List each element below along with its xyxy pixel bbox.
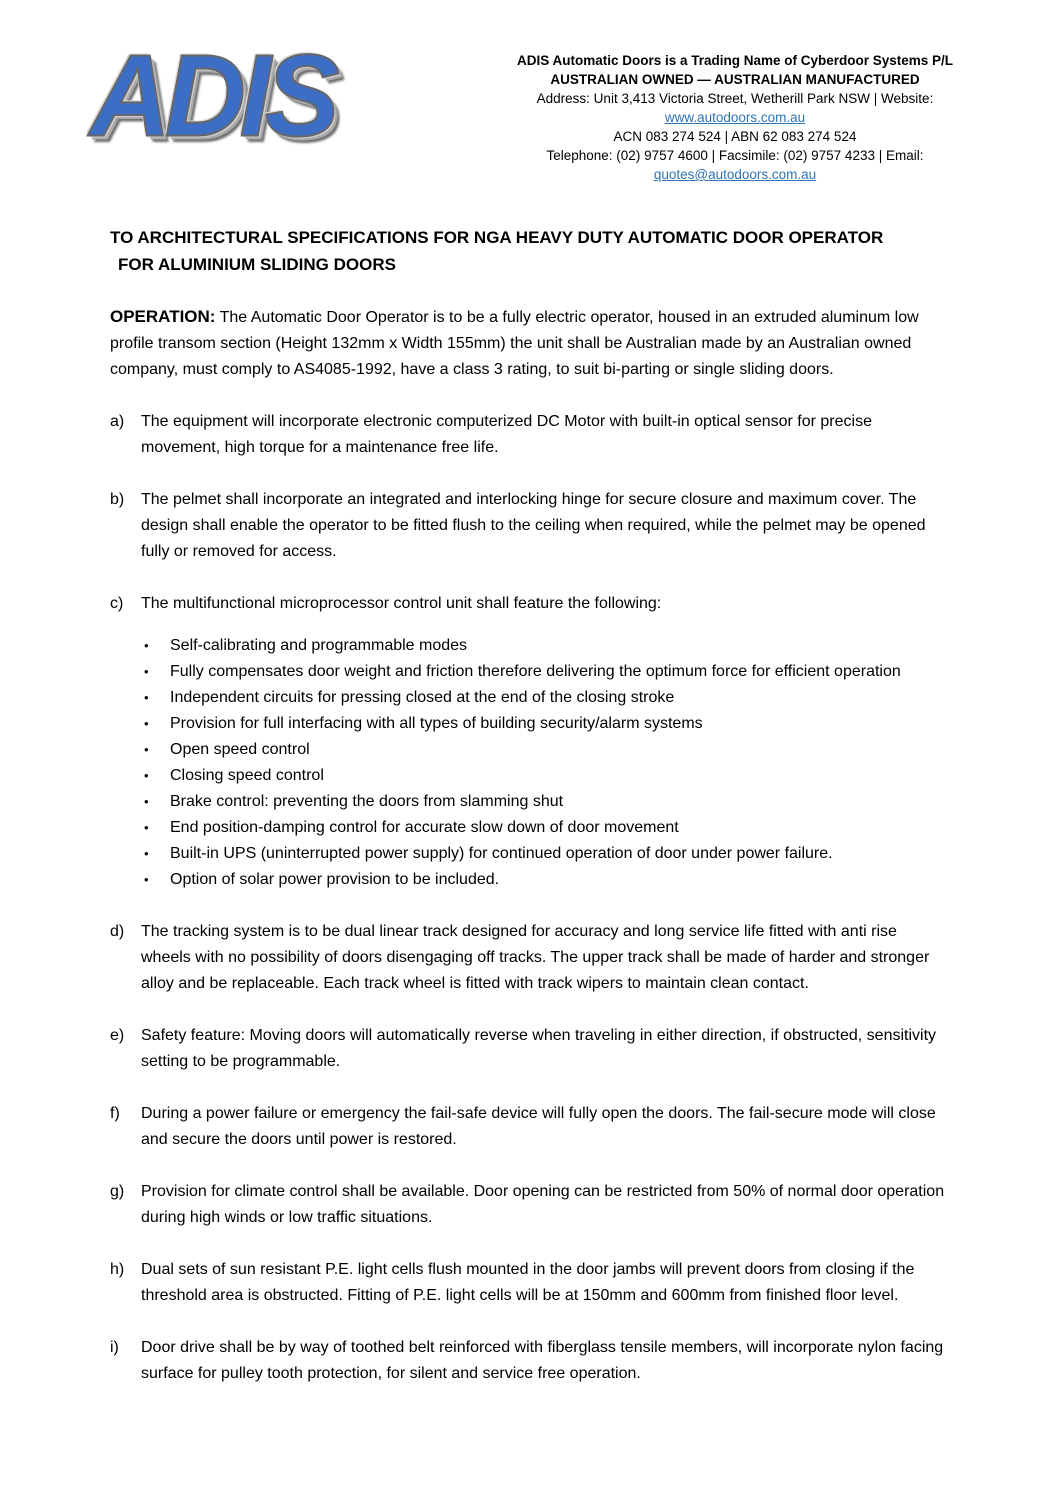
email-link[interactable]: quotes@autodoors.com.au <box>653 167 817 182</box>
spec-item-b <box>110 487 950 565</box>
address-text: Address: Unit 3,413 Victoria Street, Wetherill Park NSW | Website: <box>536 91 934 106</box>
company-trading-line: ADIS Automatic Doors is a Trading Name of Cyberdoor Systems P/L <box>516 53 954 68</box>
bullet-text: Provision for full interfacing with all types of building security/alarm systems <box>170 715 703 732</box>
bullet-icon: • <box>144 716 149 731</box>
bullet-icon: • <box>144 690 149 705</box>
company-owned-line: AUSTRALIAN OWNED — AUSTRALIAN MANUFACTURED <box>550 72 920 87</box>
spec-item-a <box>110 409 950 461</box>
item-letter: c) <box>110 595 124 612</box>
item-text: Provision for climate control shall be available. Door opening can be restricted from 50% of normal door operation during high winds or low traffic situations. <box>141 1183 945 1226</box>
item-text: The tracking system is to be dual linear track designed for accuracy and long service life fitted with anti rise wheels with no possibility of doors disengaging off tracks. The upper track shall be made of harder and stronger alloy and be replaceable. Each track wheel is fitted with track wipers to maintain clean contact. <box>141 923 930 992</box>
item-letter: h) <box>110 1261 125 1278</box>
item-letter: g) <box>110 1183 125 1200</box>
spec-item-i <box>110 1335 950 1387</box>
bullet-text: Brake control: preventing the doors from slamming shut <box>170 793 564 810</box>
feature-bullet <box>144 841 950 867</box>
bullet-text: End position-damping control for accurate slow down of door movement <box>170 819 679 836</box>
bullet-icon: • <box>144 846 149 861</box>
bullet-icon: • <box>144 664 149 679</box>
spec-item-e <box>110 1023 950 1075</box>
feature-bullet <box>144 815 950 841</box>
item-text <box>141 591 950 893</box>
bullet-text: Option of solar power provision to be included. <box>170 871 500 888</box>
feature-bullet <box>144 633 950 659</box>
page-title-line2: FOR ALUMINIUM SLIDING DOORS <box>118 255 396 274</box>
spec-item-f <box>110 1101 950 1153</box>
phone-text: Telephone: (02) 9757 4600 | Facsimile: (02) 9757 4233 | Email: <box>546 148 924 163</box>
item-text: During a power failure or emergency the fail-safe device will fully open the doors. The fail-secure mode will close and secure the doors until power is restored. <box>141 1105 936 1148</box>
page-title <box>110 224 950 278</box>
company-acn-line: ACN 083 274 524 | ABN 62 083 274 524 <box>613 129 857 144</box>
item-text: The equipment will incorporate electronic computerized DC Motor with built-in optical sensor for precise movement, high torque for a maintenance free life. <box>141 413 872 456</box>
item-text: Door drive shall be by way of toothed belt reinforced with fiberglass tensile members, will incorporate nylon facing surface for pulley tooth protection, for silent and service free operation. <box>141 1339 944 1382</box>
spec-item-h <box>110 1257 950 1309</box>
item-letter: a) <box>110 413 125 430</box>
document-body <box>0 224 1058 1387</box>
item-letter: d) <box>110 923 125 940</box>
company-info <box>470 40 1000 184</box>
bullet-text: Open speed control <box>170 741 310 758</box>
page-title-line1: TO ARCHITECTURAL SPECIFICATIONS FOR NGA HEAVY DUTY AUTOMATIC DOOR OPERATOR <box>110 228 884 247</box>
adis-logo <box>90 30 470 161</box>
item-text: Dual sets of sun resistant P.E. light cells flush mounted in the door jambs will prevent doors from closing if the threshold area is obstructed. Fitting of P.E. light cells will be at 150mm and 600mm from finished floor level. <box>141 1261 915 1304</box>
feature-bullet <box>144 685 950 711</box>
bullet-text: Self-calibrating and programmable modes <box>170 637 468 654</box>
bullet-icon: • <box>144 768 149 783</box>
feature-bullet-list <box>141 633 950 893</box>
feature-bullet <box>144 763 950 789</box>
spec-item-d <box>110 919 950 997</box>
bullet-text: Closing speed control <box>170 767 324 784</box>
bullet-icon: • <box>144 820 149 835</box>
company-contact-line <box>470 146 1000 184</box>
item-c-intro: The multifunctional microprocessor control unit shall feature the following: <box>141 595 662 612</box>
item-letter: b) <box>110 491 125 508</box>
bullet-icon: • <box>144 872 149 887</box>
bullet-icon: • <box>144 794 149 809</box>
header <box>0 0 1058 184</box>
spec-item-c <box>110 591 950 893</box>
item-text: Safety feature: Moving doors will automatically reverse when traveling in either direction, if obstructed, sensitivity setting to be programmable. <box>141 1027 937 1070</box>
item-text: The pelmet shall incorporate an integrated and interlocking hinge for secure closure and maximum cover. The design shall enable the operator to be fitted flush to the ceiling when required, while the pelmet may be opened fully or removed for access. <box>141 491 926 560</box>
bullet-icon: • <box>144 742 149 757</box>
bullet-text: Independent circuits for pressing closed at the end of the closing stroke <box>170 689 675 706</box>
bullet-text: Built-in UPS (uninterrupted power supply) for continued operation of door under power failure. <box>170 845 833 862</box>
item-letter: i) <box>110 1339 119 1356</box>
feature-bullet <box>144 659 950 685</box>
feature-bullet <box>144 737 950 763</box>
feature-bullet <box>144 867 950 893</box>
bullet-icon: • <box>144 638 149 653</box>
operation-label: OPERATION: <box>110 307 216 326</box>
feature-bullet <box>144 789 950 815</box>
operation-text: The Automatic Door Operator is to be a fully electric operator, housed in an extruded aluminum low profile transom section (Height 132mm x Width 155mm) the unit shall be Australian made by an Australian owned company, must comply to AS4085-1992, have a class 3 rating, to suit bi-parting or single sliding doors. <box>110 309 919 378</box>
adis-logo-text: ADIS <box>90 30 334 161</box>
company-address-line <box>470 89 1000 127</box>
spec-item-g <box>110 1179 950 1231</box>
operation-paragraph <box>110 304 950 383</box>
item-letter: f) <box>110 1105 120 1122</box>
item-letter: e) <box>110 1027 125 1044</box>
feature-bullet <box>144 711 950 737</box>
bullet-text: Fully compensates door weight and friction therefore delivering the optimum force for efficient operation <box>170 663 901 680</box>
website-link[interactable]: www.autodoors.com.au <box>664 110 806 125</box>
